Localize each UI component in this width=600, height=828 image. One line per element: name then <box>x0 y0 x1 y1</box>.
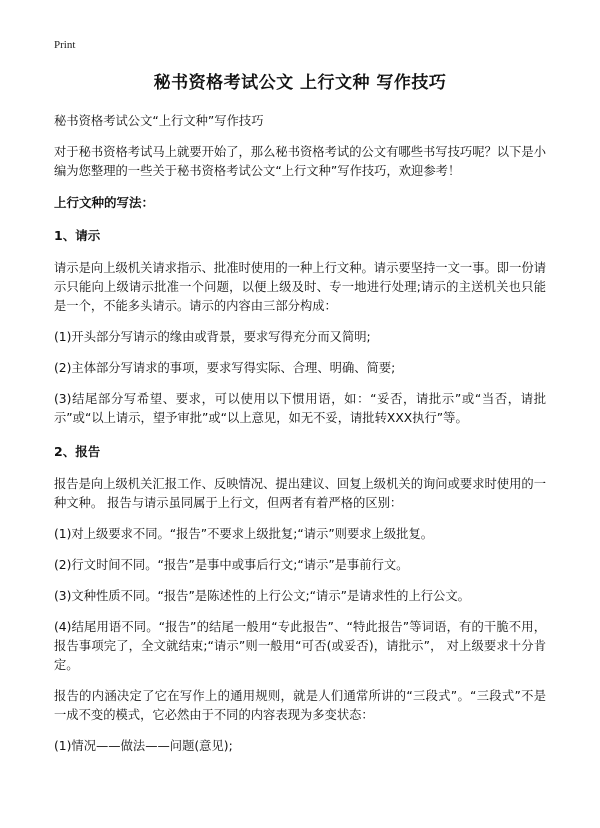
intro-paragraph: 对于秘书资格考试马上就要开始了，那么秘书资格考试的公文有哪些书写技巧呢？以下是小编为您整理的一些关于秘书资格考试公文“上行文种”写作技巧，欢迎参考！ <box>54 145 546 178</box>
section-1-heading: 1、请示 <box>54 228 101 243</box>
section-2-heading: 2、报告 <box>54 444 101 459</box>
section-2-item-4: (4)结尾用语不同。“报告”的结尾一般用“专此报告”、“特此报告”等词语，有的干脆不用，报告事项完了，全文就结束;“请示”则一般用“可否(或妥否)，请批示”， 对上级要求十分肯定。 <box>54 620 546 672</box>
print-label[interactable]: Print <box>54 39 76 51</box>
document-subtitle: 秘书资格考试公文“上行文种”写作技巧 <box>54 114 264 128</box>
section-1-item-3: (3)结尾部分写希望、要求，可以使用以下惯用语，如：“妥否，请批示”或“当否，请批示”或“以上请示，望予审批”或“以上意见，如无不妥，请批转XXX执行”等。 <box>54 392 546 425</box>
section-2-paragraph: 报告是向上级机关汇报工作、反映情况、提出建议、回复上级机关的询问或要求时使用的一种文种。 报告与请示虽同属于上行文，但两者有着严格的区别： <box>54 477 546 510</box>
section-2-structure-item-1: (1)情况——做法——问题(意见); <box>54 739 233 753</box>
section-1-item-1: (1)开头部分写请示的缘由或背景，要求写得充分而又简明; <box>54 330 371 344</box>
section-1-paragraph: 请示是向上级机关请求指示、批准时使用的一种上行文种。请示要坚持一文一事。即一份请示只能向上级请示批准一个问题，以便上级及时、专一地进行处理;请示的主送机关也只能是一个，不能多头请示。请示的内容由三部分构成： <box>54 261 546 313</box>
section-2-item-1: (1)对上级要求不同。“报告”不要求上级批复;“请示”则要求上级批复。 <box>54 527 434 541</box>
section-2-item-3: (3)文种性质不同。“报告”是陈述性的上行公文;“请示”是请求性的上行公文。 <box>54 589 470 603</box>
section-2-structure-paragraph: 报告的内涵决定了它在写作上的通用规则，就是人们通常所讲的“三段式”。“三段式”不是一成不变的模式，它必然由于不同的内容表现为多变状态： <box>54 689 546 722</box>
document-title: 秘书资格考试公文 上行文种 写作技巧 <box>153 73 447 93</box>
section-heading: 上行文种的写法： <box>54 195 155 210</box>
section-1-item-2: (2)主体部分写请求的事项，要求写得实际、合理、明确、简要; <box>54 361 396 375</box>
section-2-item-2: (2)行文时间不同。“报告”是事中或事后行文;“请示”是事前行文。 <box>54 558 409 572</box>
